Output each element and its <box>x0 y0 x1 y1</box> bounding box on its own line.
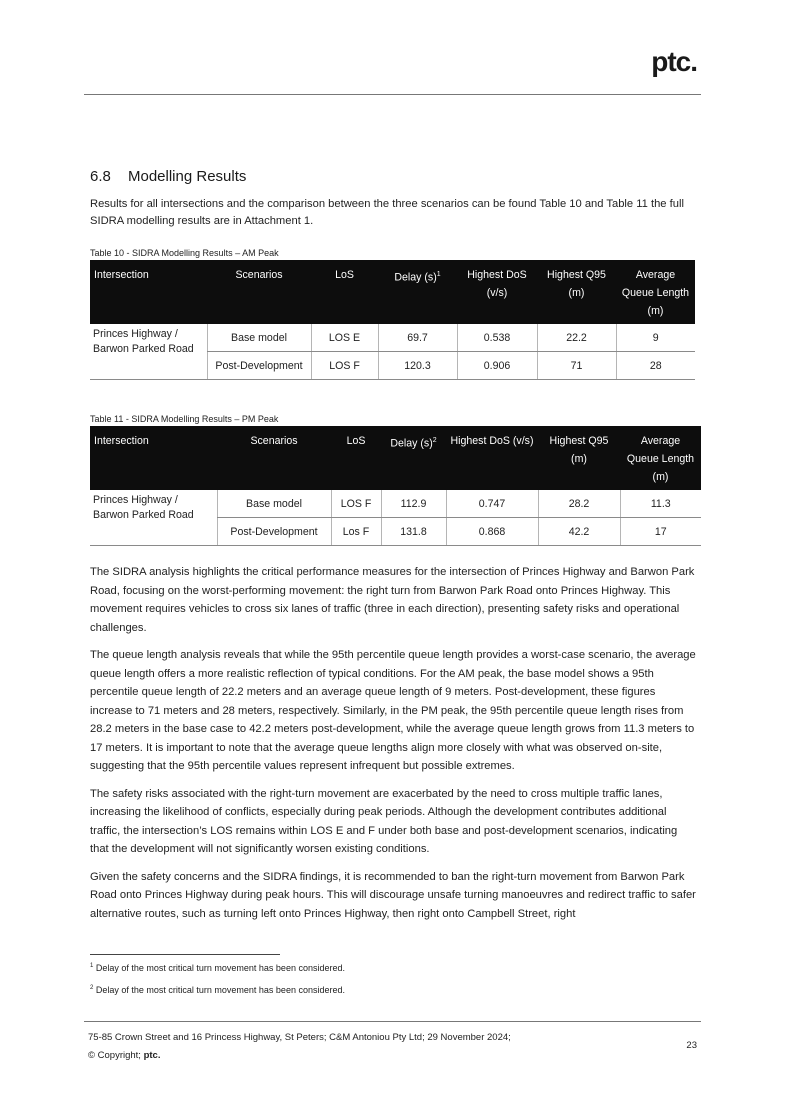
header-divider <box>84 94 701 95</box>
footer-divider <box>84 1021 701 1022</box>
cell-q95: 22.2 <box>537 324 616 352</box>
body-text <box>90 563 696 932</box>
page-number: 23 <box>686 1040 697 1051</box>
footnote-ref-1: 1 <box>436 271 441 278</box>
col-intersection: Intersection <box>90 426 217 490</box>
cell-los: LOS F <box>331 490 381 518</box>
footnote-1 <box>90 963 345 973</box>
footer-brand: ptc. <box>143 1050 161 1061</box>
paragraph-3: The safety risks associated with the right-turn movement are exacerbated by the need to cross multiple traffic lanes, increasing the likelihood of conflicts, especially during peak periods. Although the development contributes additional traffic, the intersection’s LOS remains within LOS E and F under both base and post-development scenarios, indicating that the development will not significantly worsen existing conditions. <box>90 787 678 855</box>
cell-intersection: Princes Highway / Barwon Parked Road <box>90 490 217 546</box>
col-q95: Highest Q95 (m) <box>537 260 616 324</box>
cell-scenario: Post-Development <box>207 352 311 380</box>
cell-q95: 28.2 <box>538 490 620 518</box>
paragraph-4: Given the safety concerns and the SIDRA findings, it is recommended to ban the right-turn movement from Barwon Park Road onto Princes Highway during peak hours. This will discourage unsafe turning manoeuvres and redirect traffic to safer alternative routes, such as turning left onto Princes Highway, then right onto Campbell Street, right <box>90 870 696 920</box>
col-intersection: Intersection <box>90 260 207 324</box>
cell-los: Los F <box>331 518 381 546</box>
footnote-divider <box>90 954 280 955</box>
section-heading <box>90 168 246 185</box>
col-los: LoS <box>331 426 381 490</box>
cell-avg-queue: 11.3 <box>620 490 701 518</box>
cell-scenario: Base model <box>217 490 331 518</box>
table-header-row <box>90 260 695 324</box>
cell-dos: 0.868 <box>446 518 538 546</box>
cell-intersection: Princes Highway / Barwon Parked Road <box>90 324 207 380</box>
table-row <box>90 324 695 352</box>
cell-avg-queue: 9 <box>616 324 695 352</box>
footnote-ref-2: 2 <box>432 437 437 444</box>
section-intro: Results for all intersections and the comparison between the three scenarios can be found Table 10 and Table 11 the full SIDRA modelling results are in Attachment 1. <box>90 198 684 227</box>
ptc-logo: ptc. <box>651 46 697 77</box>
footnote-2-mark: 2 <box>90 985 94 991</box>
cell-dos: 0.906 <box>457 352 537 380</box>
cell-dos: 0.538 <box>457 324 537 352</box>
footnote-2 <box>90 985 345 995</box>
cell-q95: 71 <box>537 352 616 380</box>
copyright-text: © Copyright; <box>88 1050 144 1061</box>
page-footer <box>88 1029 511 1065</box>
cell-delay: 131.8 <box>381 518 446 546</box>
cell-q95: 42.2 <box>538 518 620 546</box>
cell-delay: 69.7 <box>378 324 457 352</box>
table-10-caption: Table 10 - SIDRA Modelling Results – AM Peak <box>90 248 279 258</box>
cell-los: LOS E <box>311 324 378 352</box>
table-10-am-peak <box>90 260 695 380</box>
cell-delay: 112.9 <box>381 490 446 518</box>
col-scenarios: Scenarios <box>217 426 331 490</box>
col-q95: Highest Q95 (m) <box>538 426 620 490</box>
col-avg-queue: Average Queue Length (m) <box>616 260 695 324</box>
col-delay <box>378 260 457 324</box>
col-delay <box>381 426 446 490</box>
col-avg-queue: Average Queue Length (m) <box>620 426 701 490</box>
table-header-row <box>90 426 701 490</box>
table-11-caption: Table 11 - SIDRA Modelling Results – PM Peak <box>90 414 279 424</box>
col-los: LoS <box>311 260 378 324</box>
paragraph-2: The queue length analysis reveals that while the 95th percentile queue length provides a worst-case scenario, the average queue length offers a more realistic reflection of typical conditions. For the AM peak, the base model shows a 95th percentile queue length of 22.2 meters and an average queue length of 9 meters. Post-development, these figures increase to 71 meters and 28 meters, respectively. Similarly, in the PM peak, the 95th percentile queue length rises from 28.2 meters in the base case to 42.2 meters post-development, while the average queue length grows from 11.3 meters to 17 meters. It is important to note that the average queue lengths align more closely with what was observed on-site, suggesting that the 95th percentile values represent infrequent but possible extremes. <box>90 649 696 772</box>
footer-copyright <box>88 1047 511 1065</box>
cell-los: LOS F <box>311 352 378 380</box>
paragraph-1: The SIDRA analysis highlights the critical performance measures for the intersection of Princes Highway and Barwon Park Road, focusing on the worst-performing movement: the right turn from Barwon Park Road onto Princes Highway. This movement requires vehicles to cross six lanes of traffic (three in each direction), presenting safety risks and operational challenges. <box>90 566 695 634</box>
footnote-2-text: Delay of the most critical turn movement has been considered. <box>95 985 345 995</box>
cell-scenario: Base model <box>207 324 311 352</box>
footnote-1-mark: 1 <box>90 963 94 969</box>
footer-address: 75-85 Crown Street and 16 Princess Highway, St Peters; C&M Antoniou Pty Ltd; 29 November 2024; <box>88 1032 511 1043</box>
col-dos: Highest DoS (v/s) <box>457 260 537 324</box>
col-delay-label: Delay (s) <box>394 271 437 284</box>
col-dos: Highest DoS (v/s) <box>446 426 538 490</box>
cell-avg-queue: 28 <box>616 352 695 380</box>
col-scenarios: Scenarios <box>207 260 311 324</box>
cell-scenario: Post-Development <box>217 518 331 546</box>
section-number: 6.8 <box>90 168 111 185</box>
footnote-1-text: Delay of the most critical turn movement has been considered. <box>95 963 345 973</box>
cell-delay: 120.3 <box>378 352 457 380</box>
section-title: Modelling Results <box>128 168 247 185</box>
col-delay-label: Delay (s) <box>390 437 433 450</box>
cell-dos: 0.747 <box>446 490 538 518</box>
table-row <box>90 490 701 518</box>
table-11-pm-peak <box>90 426 701 546</box>
cell-avg-queue: 17 <box>620 518 701 546</box>
